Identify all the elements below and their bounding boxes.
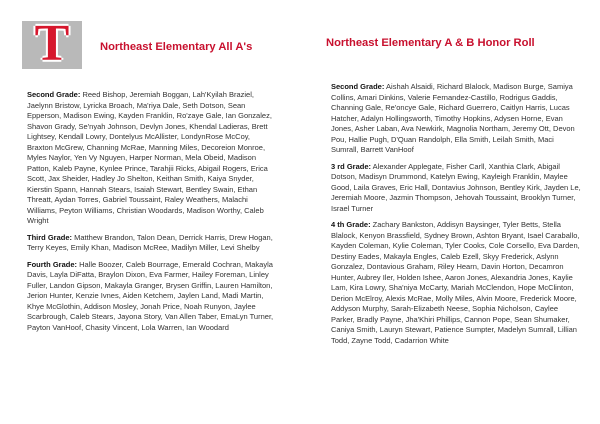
student-names: Zachary Bankston, Addisyn Baysinger, Tyler Betts, Stella Blalock, Kenyon Brassfield, Sydney Brown, Ashton Bryant, Isael Caraballo, Kayden Coleman, Kylie Coleman, Tyler Cooks, Cole Corsello, Eva Darden, Destiny Eades, Makayla Engles, Caleb Ezell, Skyy Frederick, Aslynn Gonzalez, Dontavious Graham, Riley Hearn, Davin Horton, Decamron Hunter, Aubrey Iler, Holden Ishee, Aaron Jones, Alexandria Jones, Kaylie Lam, Kira Lowry, Sha'niya McCarty, Mariah McClendon, Hope McClinton, Derion McElroy, Alexis McRae, Molly Miles, Alvin Moore, Frederick Moore, Addyson Murphy, Sarah-Elizabeth Neese, Sophia Nicholson, Caylee Parker, Bradly Payne, Jha'Khiri Phillips, Cannon Pope, Sean Shumaker, Caniya Smith, Lauryn Stewart, Patience Sumpter, Madelyn Sumrall, Lillian Todd, Zayne Todd, Cadarrion White [331,220,580,345]
honor-roll-title: Northeast Elementary A & B Honor Roll [326,37,535,49]
grade-label: Fourth Grade: [27,259,77,269]
student-names: Matthew Brandon, Talon Dean, Derrick Harris, Drew Hogan, Terry Keyes, Emily Khan, Madison McRee, Madilyn Miller, Levi Shelby [27,232,273,252]
student-names: Reed Bishop, Jeremiah Boggan, Lah'Kyilah Braziel, Jaelynn Bristow, Lyricka Broach, Ma'riya Dale, Seth Dotson, Sean Epperson, Madison Ewing, Kayden Franklin, Ro'zaye Gale, Ian Gonzalez, Shavon Grady, Se'nyah Johnson, Devlyn Jones, Khendal Ladieras, Brett Lightsey, Kendall Lowry, Dontelyus McAllister, LondynRose McCoy, Braxton McGrew, Channing McRae, Manning Miles, Decoreion Monroe, Myles Naylor, Yen Vy Nguyen, Harper Norman, Mela Obeid, Madison Patton, Kaleb Payne, Kynlee Prince, Tarahjii Ricks, Abigail Rogers, Erica Scott, Jax Sheider, Hadley Jo Shelton, Keithan Smith, Kaiya Snyder, Kierstin Spann, Hannah Stears, Isaiah Stewart, Bentley Swain, Ethan Threatt, Aydan Torres, Gabriel Toussaint, Raley Weathers, Malachi Williams, Peyton Williams, Christian Woodards, Madison Worthy, Caleb Wright [27,90,272,225]
grade-label: Second Grade: [331,82,385,91]
student-names: Halle Boozer, Caleb Bourrage, Emerald Cochran, Makayla Davis, Layla DiFatta, Braylon Dixon, Eva Farmer, Hailey Foreman, Linley Fuller, Landon Gipson, Makayla Granger, Brysen Griffin, Lauren Hamilton, Jerion Hunter, Kenzie Ivnes, Aiden Ketchem, Jaylen Land, Madi Martin, Khye McGlothin, Addison Mosley, Jonah Price, Noah Runyon, Jaylee Scarbrough, Caleb Stears, Jayona Story, Van Allen Taber, EmaLyn Turner, Payton VanHoof, Chasity Vincent, Lola Warren, Ian Woodard [27,259,274,332]
student-names: Aishah Alsaidi, Richard Blalock, Madison Burge, Samiya Collins, Amari Dinkins, Valerie Fernandez-Castillo, Rodrigus Gaddis, Channing Gale, Re'oncye Gale, Richard Guerrero, Caitlyn Harris, Lucas Hatcher, Adalyn Hollingsworth, Timothy Hopkins, Adysen Horne, Evan Jones, Asher Laban, Ava Newkirk, Magnolia Northam, Jeremy Ott, Devon Pou, Hallie Pugh, D'Quan Randolph, Ella Smith, Leilah Smith, Maci Sumrall, Barrett VanHoof [331,82,575,154]
honor-roll-fourth-grade [331,220,581,346]
honor-roll-third-grade [331,162,581,215]
grade-label: Second Grade: [27,90,81,99]
school-logo [22,15,82,72]
student-names: Alexander Applegate, Fisher Carll, Xanthia Clark, Abigail Dotson, Madisyn Drummond, Katelyn Ewing, Kayleigh Franklin, Maylee Good, Laila Graves, Eric Hall, Dontavius Johnson, Bentley Kirk, Jayden Le, Jeremiah Moore, Jazmin Thompson, Jehovah Toussaint, Brooklyn Turner, Israel Turner [331,161,581,213]
grade-label: Third Grade: [27,232,73,242]
all-as-column [27,90,277,339]
all-as-fourth-grade [27,260,277,334]
honor-roll-second-grade [331,82,581,156]
all-as-third-grade [27,233,277,254]
grade-label: 3 rd Grade: [331,161,372,171]
grade-label: 4 th Grade: [331,220,371,229]
school-t-logo-icon: T [34,15,70,72]
all-as-second-grade [27,90,277,227]
honor-roll-column [331,82,581,352]
all-as-title: Northeast Elementary All A's [100,41,253,53]
